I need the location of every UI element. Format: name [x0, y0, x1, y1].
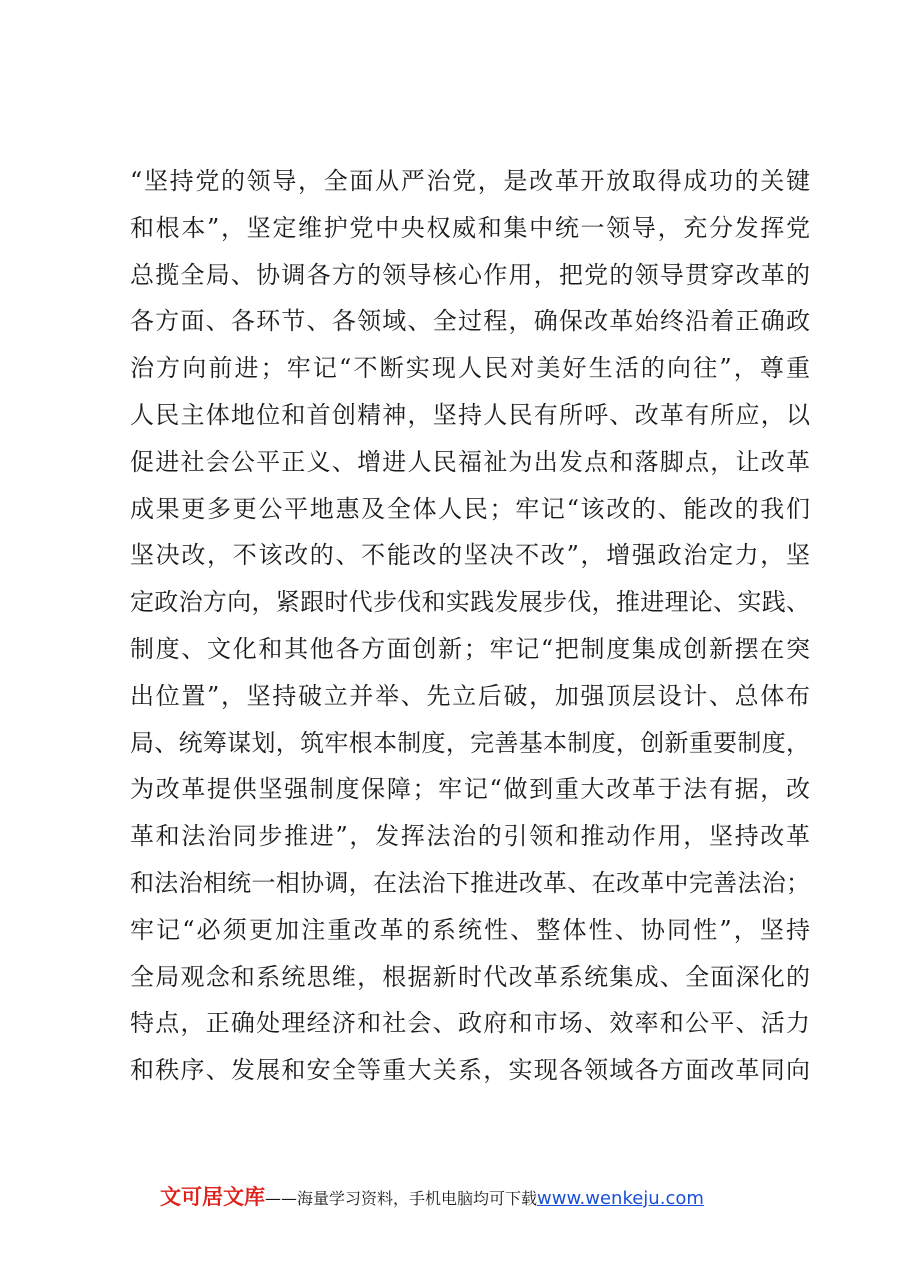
- text-line: 和根本”，坚定维护党中央权威和集中统一领导，充分发挥党: [130, 213, 810, 242]
- body-paragraph: [130, 158, 810, 1094]
- brand-name: 文可居文库: [160, 1185, 265, 1209]
- text-line: 定政治方向，紧跟时代步伐和实践发展步伐，推进理论、实践、: [130, 588, 810, 617]
- text-line: 局、统筹谋划，筑牢根本制度，完善基本制度，创新重要制度，: [130, 728, 810, 757]
- text-line: 和秩序、发展和安全等重大关系，实现各领域各方面改革同向: [130, 1056, 810, 1085]
- text-line: 和法治相统一相协调，在法治下推进改革、在改革中完善法治；: [130, 868, 810, 897]
- text-line: “坚持党的领导，全面从严治党，是改革开放取得成功的关键: [130, 167, 810, 195]
- footer-banner: [160, 1182, 800, 1212]
- text-line: 出位置”，坚持破立并举、先立后破，加强顶层设计、总体布: [130, 681, 810, 710]
- text-line: 坚决改，不该改的、不能改的坚决不改”，增强政治定力，坚: [130, 541, 810, 570]
- text-line: 牢记“必须更加注重改革的系统性、整体性、协同性”，坚持: [130, 915, 810, 944]
- text-line: 成果更多更公平地惠及全体人民；牢记“该改的、能改的我们: [130, 494, 810, 523]
- text-line: 促进社会公平正义、增进人民福祉为出发点和落脚点，让改革: [130, 447, 810, 476]
- footer-slogan: ——海量学习资料，手机电脑均可下载: [265, 1189, 538, 1208]
- text-line: 各方面、各环节、各领域、全过程，确保改革始终沿着正确政: [130, 307, 810, 336]
- text-line: 为改革提供坚强制度保障；牢记“做到重大改革于法有据，改: [130, 775, 810, 804]
- text-line: 治方向前进；牢记“不断实现人民对美好生活的向往”，尊重: [130, 354, 810, 383]
- text-line: 人民主体地位和首创精神，坚持人民有所呼、改革有所应，以: [130, 400, 810, 429]
- text-line: 特点，正确处理经济和社会、政府和市场、效率和公平、活力: [130, 1009, 810, 1038]
- text-line: 革和法治同步推进”，发挥法治的引领和推动作用，坚持改革: [130, 822, 810, 851]
- text-line: 制度、文化和其他各方面创新；牢记“把制度集成创新摆在突: [130, 634, 810, 663]
- site-link[interactable]: www.wenkeju.com: [537, 1188, 704, 1209]
- text-line: 全局观念和系统思维，根据新时代改革系统集成、全面深化的: [130, 962, 810, 991]
- text-line: 总揽全局、协调各方的领导核心作用，把党的领导贯穿改革的: [130, 260, 810, 289]
